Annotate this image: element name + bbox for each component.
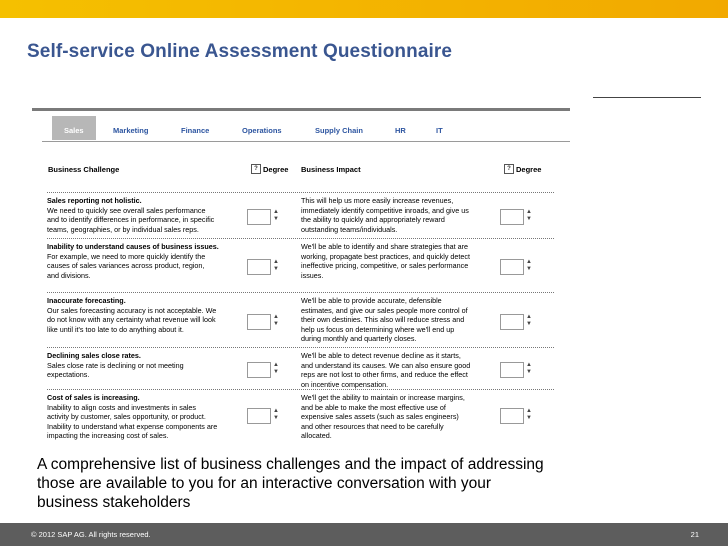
- business-impact-header: Business Impact: [301, 165, 361, 174]
- business-challenge-header: Business Challenge: [48, 165, 120, 174]
- impact-text: working, propagate best practices, and quickly detect: [301, 251, 471, 261]
- screenshot-top-border: [32, 108, 570, 111]
- stepper-arrows-icon[interactable]: ▲ ▼: [273, 209, 279, 222]
- impact-text: the ability to quickly and appropriately reward: [301, 215, 445, 225]
- title-rule: [593, 97, 701, 98]
- impact-text: during monthly and quarterly closes.: [301, 334, 417, 344]
- impact-cell: [301, 351, 470, 389]
- slide-title: Self-service Online Assessment Questionnaire: [27, 41, 453, 62]
- impact-text: expensive sales assets (such as sales engineers): [301, 412, 459, 422]
- challenge-cell: [47, 351, 184, 380]
- tab-sales[interactable]: Sales: [52, 116, 96, 140]
- impact-cell: [301, 242, 470, 280]
- impact-text: on incentive compensation.: [301, 379, 389, 389]
- tab-operations[interactable]: Operations: [242, 126, 282, 135]
- caption-line: A comprehensive list of business challenges and the impact of addressing: [37, 456, 544, 473]
- impact-cell: [301, 296, 468, 344]
- impact-text: and be able to make the most effective use of: [301, 402, 446, 412]
- page-number: 21: [690, 530, 699, 539]
- impact-text: We'll be able to detect revenue decline as it starts,: [301, 351, 461, 360]
- challenge-title: Sales reporting not holistic.: [47, 196, 142, 205]
- degree-stepper[interactable]: [500, 362, 524, 378]
- degree-stepper[interactable]: [500, 408, 524, 424]
- stepper-arrows-icon[interactable]: ▲ ▼: [526, 209, 532, 222]
- challenge-title: Inability to understand causes of business issues.: [47, 242, 219, 251]
- impact-text: ineffective pricing, competitive, or sales performance: [301, 261, 469, 271]
- challenge-cell: [47, 196, 214, 234]
- challenge-text: We need to quickly see overall sales performance: [47, 205, 206, 215]
- challenge-text: For example, we need to more quickly identify the: [47, 251, 206, 261]
- stepper-arrows-icon[interactable]: ▲ ▼: [273, 259, 279, 272]
- questionnaire-screenshot: [32, 108, 570, 444]
- impact-text: This will help us more easily increase revenues,: [301, 196, 454, 205]
- challenge-text: expectations.: [47, 370, 90, 380]
- impact-text: and other resources that need to be carefully: [301, 421, 444, 431]
- challenge-text: and divisions.: [47, 270, 91, 280]
- table-row: [47, 292, 554, 348]
- stepper-arrows-icon[interactable]: ▲ ▼: [526, 314, 532, 327]
- stepper-arrows-icon[interactable]: ▲ ▼: [273, 314, 279, 327]
- impact-text: estimates, and give our sales people more control of: [301, 305, 468, 315]
- degree-stepper[interactable]: [247, 408, 271, 424]
- table-row: [47, 347, 554, 390]
- challenge-text: like until it's too late to do anything about it.: [47, 324, 184, 334]
- table-row: [47, 389, 554, 440]
- tab-it[interactable]: IT: [436, 126, 443, 135]
- challenge-text: Sales close rate is declining or not meeting: [47, 360, 184, 370]
- impact-text: immediately identify competitive inroads, and give us: [301, 205, 469, 215]
- degree-header: Degree: [263, 165, 289, 174]
- challenge-text: activity by customer, sales opportunity, or product.: [47, 412, 206, 422]
- tab-finance[interactable]: Finance: [181, 126, 210, 135]
- challenge-title: Inaccurate forecasting.: [47, 296, 126, 305]
- footer-bar: [0, 523, 728, 546]
- slide-caption: [37, 455, 657, 512]
- stepper-arrows-icon[interactable]: ▲ ▼: [526, 259, 532, 272]
- degree-header: Degree: [516, 165, 542, 174]
- brand-top-bar: [0, 0, 728, 18]
- degree-stepper[interactable]: [247, 259, 271, 275]
- challenge-text: teams, geographies, or by individual sales reps.: [47, 224, 199, 234]
- degree-stepper[interactable]: [500, 314, 524, 330]
- impact-cell: [301, 393, 465, 441]
- tab-divider: [42, 141, 570, 142]
- tab-bar: [42, 116, 562, 140]
- impact-cell: [301, 196, 469, 234]
- impact-text: their own destinies. This also will reduce stress and: [301, 315, 465, 325]
- stepper-arrows-icon[interactable]: ▲ ▼: [526, 362, 532, 375]
- copyright-text: © 2012 SAP AG. All rights reserved.: [31, 530, 151, 539]
- impact-text: reps are not lost to other firms, and reduce the effect: [301, 370, 468, 380]
- challenge-text: Inability to understand what expense components are: [47, 421, 218, 431]
- challenge-text: do not know with any certainty what revenue will look: [47, 315, 216, 325]
- tab-hr[interactable]: HR: [395, 126, 406, 135]
- tab-marketing[interactable]: Marketing: [113, 126, 149, 135]
- impact-text: outstanding teams/individuals.: [301, 224, 398, 234]
- table-row: [47, 192, 554, 239]
- help-icon[interactable]: ?: [251, 164, 261, 174]
- tab-supply-chain[interactable]: Supply Chain: [315, 126, 363, 135]
- impact-text: issues.: [301, 270, 324, 280]
- caption-line: business stakeholders: [37, 494, 191, 511]
- challenge-title: Cost of sales is increasing.: [47, 393, 140, 402]
- challenge-title: Declining sales close rates.: [47, 351, 141, 360]
- table-row: [47, 238, 554, 293]
- challenge-cell: [47, 393, 217, 441]
- degree-stepper[interactable]: [247, 362, 271, 378]
- impact-text: We'll be able to provide accurate, defensible: [301, 296, 442, 305]
- impact-text: help us focus on determining where we'll end up: [301, 324, 455, 334]
- challenge-text: impacting the increasing cost of sales.: [47, 431, 169, 441]
- impact-text: We'll get the ability to maintain or increase margins,: [301, 393, 465, 402]
- challenge-text: Our sales forecasting accuracy is not acceptable. We: [47, 305, 217, 315]
- caption-line: those are available to you for an interactive conversation with your: [37, 475, 492, 492]
- impact-text: and understand its causes. We can also ensure good: [301, 360, 471, 370]
- degree-stepper[interactable]: [500, 259, 524, 275]
- challenge-text: and to identify differences in performance, in specific: [47, 215, 215, 225]
- stepper-arrows-icon[interactable]: ▲ ▼: [526, 408, 532, 421]
- stepper-arrows-icon[interactable]: ▲ ▼: [273, 362, 279, 375]
- degree-stepper[interactable]: [247, 314, 271, 330]
- challenge-text: causes of sales variances across product, region,: [47, 261, 205, 271]
- degree-stepper[interactable]: [247, 209, 271, 225]
- stepper-arrows-icon[interactable]: ▲ ▼: [273, 408, 279, 421]
- challenge-text: Inability to align costs and investments in sales: [47, 402, 197, 412]
- challenge-cell: [47, 296, 216, 334]
- impact-text: We'll be able to identify and share strategies that are: [301, 242, 469, 251]
- challenge-cell: [47, 242, 219, 280]
- impact-text: allocated.: [301, 431, 332, 441]
- help-icon[interactable]: ?: [504, 164, 514, 174]
- degree-stepper[interactable]: [500, 209, 524, 225]
